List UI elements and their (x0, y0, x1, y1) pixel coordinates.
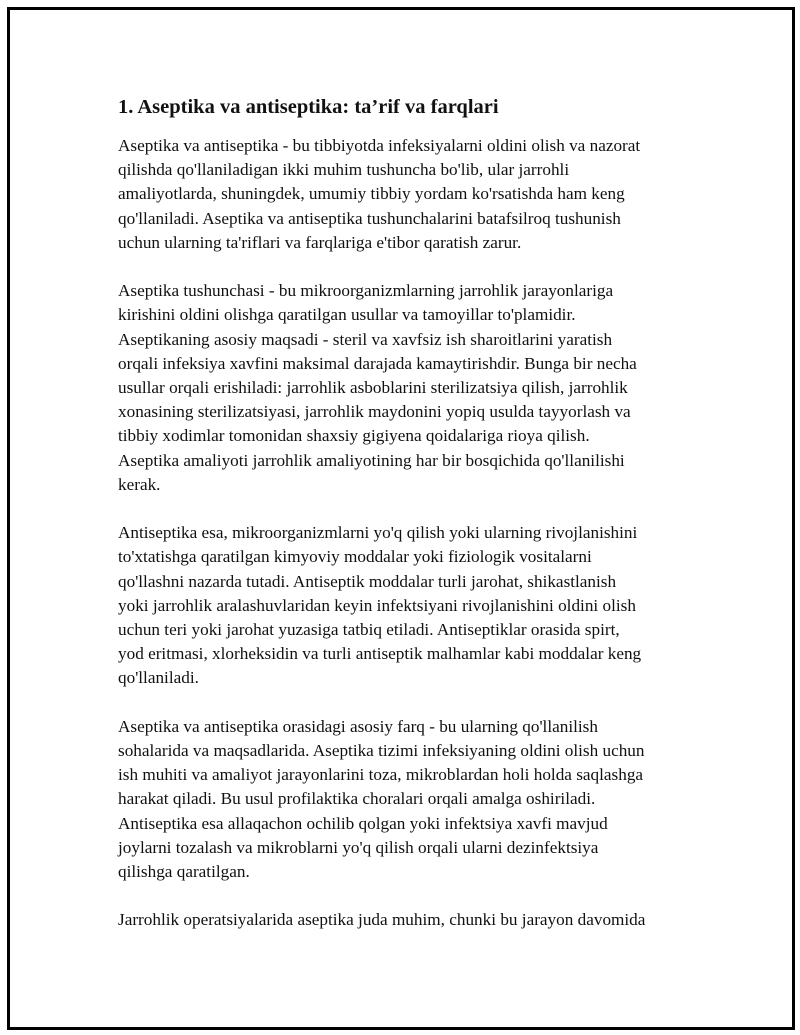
text-line: Aseptika va antiseptika - bu tibbiyotda infeksiyalarni oldini olish va nazorat (118, 136, 641, 155)
text-line: Aseptikaning asosiy maqsadi - steril va xavfsiz ish sharoitlarini yaratish (118, 329, 613, 349)
text-line: orqali infeksiya xavfini maksimal darajada kamaytirishdir. Bunga bir necha (118, 353, 637, 373)
text-line: amaliyotlarda, shuningdek, umumiy tibbiy yordam ko'rsatishda ham keng (118, 184, 625, 204)
text-line: Jarrohlik operatsiyalarida aseptika juda muhim, chunki bu jarayon davomida (118, 910, 646, 930)
section-heading: 1. Aseptika va antiseptika: ta’rif va farqlari (118, 96, 499, 118)
text-line: uchun teri yoki jarohat yuzasiga tatbiq etiladi. Antiseptiklar orasida spirt, (118, 620, 620, 640)
text-line: yoki jarrohlik aralashuvlaridan keyin infektsiyani rivojlanishini oldini olish (118, 595, 636, 615)
text-line: uchun ularning ta'riflari va farqlariga e'tibor qaratish zarur. (118, 232, 522, 252)
text-line: kirishini oldini olishga qaratilgan usullar va tamoyillar to'plamidir. (118, 305, 576, 325)
text-line: Antiseptika esa allaqachon ochilib qolgan yoki infektsiya xavfi mavjud (118, 813, 608, 833)
text-line: harakat qiladi. Bu usul profilaktika choralari orqali amalga oshiriladi. (118, 789, 596, 809)
document-body (118, 94, 688, 957)
paragraph (118, 715, 688, 884)
text-line: tibbiy xodimlar tomonidan shaxsiy gigiyena qoidalariga rioya qilish. (118, 426, 590, 446)
text-line: qilishga qaratilgan. (118, 862, 250, 882)
text-line: Aseptika tushunchasi - bu mikroorganizmlarning jarrohlik jarayonlariga (118, 281, 614, 301)
text-line: qo'llaniladi. (118, 668, 199, 688)
paragraph (118, 521, 688, 690)
text-line: yod eritmasi, xlorheksidin va turli antiseptik malhamlar kabi moddalar keng (118, 644, 642, 664)
text-line: qo'llaniladi. Aseptika va antiseptika tushunchalarini batafsilroq tushunish (118, 208, 621, 228)
paragraph-list (118, 134, 688, 933)
paragraph (118, 908, 688, 932)
paragraph (118, 279, 688, 497)
text-line: qilishda qo'llaniladigan ikki muhim tushuncha bo'lib, ular jarrohli (118, 160, 570, 180)
text-line: ish muhiti va amaliyot jarayonlarini toza, mikroblardan holi holda saqlashga (118, 765, 644, 785)
paragraph (118, 134, 688, 255)
text-line: Aseptika amaliyoti jarrohlik amaliyotining har bir bosqichida qo'llanilishi (118, 450, 625, 470)
text-line: to'xtatishga qaratilgan kimyoviy moddalar yoki fiziologik vositalarni (118, 547, 592, 567)
text-line: Antiseptika esa, mikroorganizmlarni yo'q qilish yoki ularning rivojlanishini (118, 523, 638, 543)
text-line: Aseptika va antiseptika orasidagi asosiy farq - bu ularning qo'llanilish (118, 716, 598, 736)
text-line: sohalarida va maqsadlarida. Aseptika tizimi infeksiyaning oldini olish uchun (118, 741, 645, 761)
text-line: qo'llashni nazarda tutadi. Antiseptik moddalar turli jarohat, shikastlanish (118, 571, 617, 591)
text-line: xonasining sterilizatsiyasi, jarrohlik maydonini yopiq usulda tayyorlash va (118, 402, 631, 422)
text-line: kerak. (118, 474, 161, 494)
text-line: joylarni tozalash va mikroblarni yo'q qilish orqali ularni dezinfektsiya (118, 837, 599, 857)
text-line: usullar orqali erishiladi: jarrohlik asboblarini sterilizatsiya qilish, jarrohlik (118, 378, 628, 398)
